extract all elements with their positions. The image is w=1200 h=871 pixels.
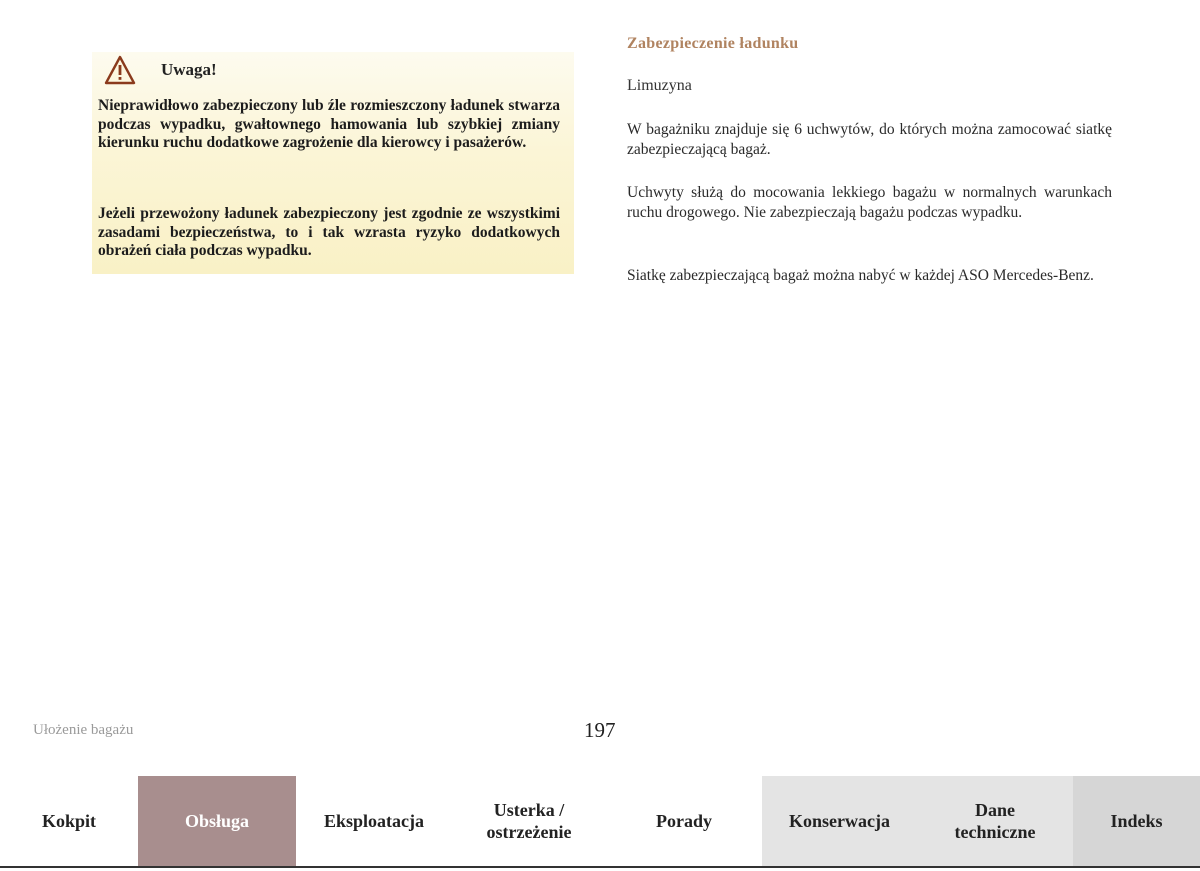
warning-title: Uwaga! bbox=[161, 60, 217, 79]
nav-tab-label-line1: Usterka / bbox=[493, 800, 565, 820]
nav-tab-indeks[interactable] bbox=[1073, 776, 1200, 866]
nav-tab-label: Eksploatacja bbox=[323, 811, 424, 831]
nav-tab-dane-techniczne[interactable] bbox=[917, 776, 1073, 866]
warning-paragraph-1: Nieprawidłowo zabezpieczony lub źle rozmieszczony ładunek stwarza podczas wypadku, gwałtownego hamowania lub szybkiej zmiany kierunku ruchu dodatkowe zagrożenie dla kierowcy i pasażerów. bbox=[98, 97, 560, 151]
chapter-navigation bbox=[0, 776, 1200, 866]
body-paragraph-2: Uchwyty służą do mocowania lekkiego bagażu w normalnych warunkach ruchu drogowego. Nie zabezpieczają bagażu podczas wypadku. bbox=[627, 184, 1112, 221]
nav-tab-eksploatacja[interactable] bbox=[296, 776, 452, 866]
nav-tab-label-line2: ostrzeżenie bbox=[486, 822, 572, 842]
warning-triangle-icon bbox=[104, 55, 136, 85]
nav-tab-label: Obsługa bbox=[184, 811, 250, 831]
warning-paragraph-2: Jeżeli przewożony ładunek zabezpieczony jest zgodnie ze wszystkimi zasadami bezpieczeństwa, to i tak wzrasta ryzyko dodatkowych obrażeń ciała podczas wypadku. bbox=[98, 205, 560, 259]
page-number: 197 bbox=[584, 718, 616, 742]
nav-tab-usterka-ostrzezenie[interactable] bbox=[452, 776, 606, 866]
section-heading: Zabezpieczenie ładunku bbox=[627, 35, 799, 52]
footer-section-name: Ułożenie bagażu bbox=[33, 722, 134, 738]
navigation-bottom-rule bbox=[0, 866, 1200, 868]
body-paragraph-1: W bagażniku znajduje się 6 uchwytów, do których można zamocować siatkę zabezpieczającą bagaż. bbox=[627, 121, 1112, 158]
warning-header bbox=[104, 52, 217, 88]
nav-tab-label: Kokpit bbox=[41, 811, 97, 831]
nav-tab-label-line2: techniczne bbox=[954, 822, 1036, 842]
nav-tab-obsluga[interactable] bbox=[138, 776, 296, 866]
nav-tab-konserwacja[interactable] bbox=[762, 776, 917, 866]
section-subheading: Limuzyna bbox=[627, 77, 692, 94]
nav-tab-label-line1: Dane bbox=[975, 800, 1015, 820]
nav-tab-porady[interactable] bbox=[606, 776, 762, 866]
nav-tab-label: Indeks bbox=[1110, 811, 1163, 831]
nav-tab-label: Porady bbox=[656, 811, 712, 831]
nav-tab-label: Konserwacja bbox=[789, 811, 890, 831]
body-paragraph-3: Siatkę zabezpieczającą bagaż można nabyć w każdej ASO Mercedes-Benz. bbox=[627, 267, 1094, 284]
nav-tab-kokpit[interactable] bbox=[0, 776, 138, 866]
